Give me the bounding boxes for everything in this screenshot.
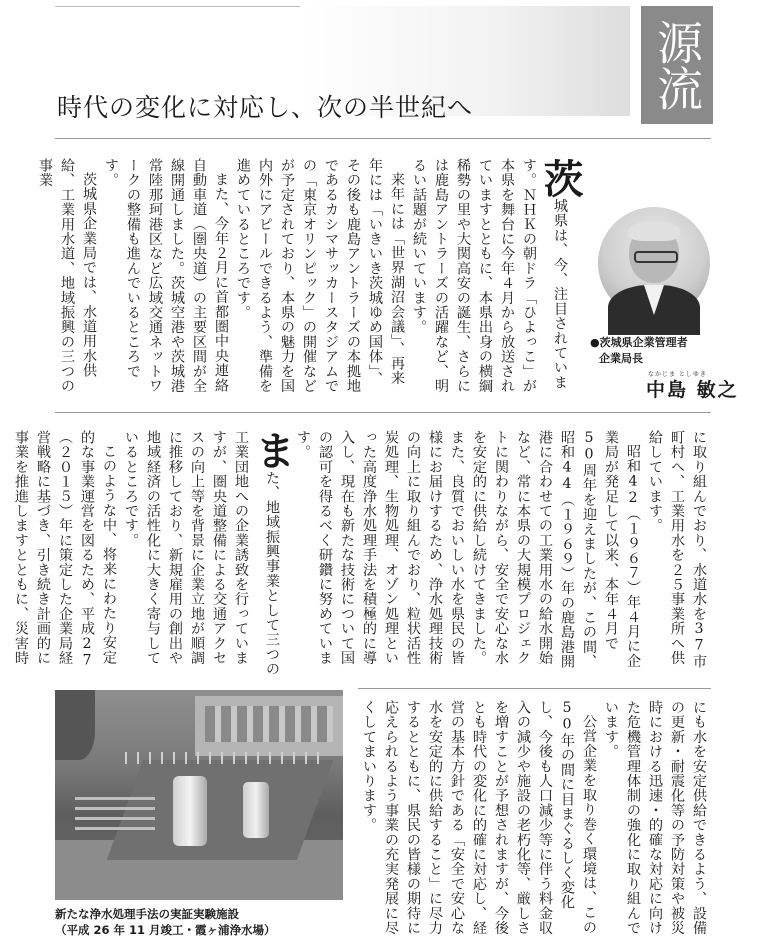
paragraph-7: また、地域振興事業として三つの工業団地への企業誘致を行っていますが、圏央道整備による交通アクセスの向上等を背景に企業立地が順調に推移しており、新規雇用の創出や地域経済の活性化に大きく寄与しているところです。 — [123, 430, 296, 677]
paragraph-6: 昭和42（１９６７）年４月に企業局が発足して以来、本年４月で50周年を迎えましたが、この間、昭和44（１９６９）年の鹿島港開港に合わせての工業用水の給水開始など、常に本県の大規模プロジェクトに関わりながら、安全で安心な水を安定的に供給し続けてきました。また、良質でおいしい水を県民の皆様にお届けするため、浄水処理技術の向上に取り組んでおり、粒状活性炭処理、生物処理、オゾン処理といった高度浄水処理手法を積極的に導入し、現在も新たな技術について国の認可を得るべく研鑽に努めています。 — [295, 430, 641, 669]
photo-caption-line2: （平成 26 年 11 月竣工・霞ヶ浦浄水場） — [55, 923, 276, 937]
facility-photo — [55, 690, 343, 900]
portrait-hair — [628, 221, 680, 241]
profile-org: ●茨城県企業管理者 — [590, 336, 688, 349]
lower-rule — [358, 688, 711, 689]
page-title: 時代の変化に対応し、次の半世紀へ — [57, 93, 474, 122]
paragraph-8: このような中、将来にわたり安定的な事業運営を図るため、平成27（２０１５）年に策定した企業局経営戦略に基づき、引き続き計画的に事業を推進しますとともに、災害時 — [13, 430, 117, 669]
photo-pipes — [75, 790, 155, 830]
paragraph-1: 茨城県は、今、注目されています。ＮＨＫの朝ドラ「ひよっこ」が本県を舞台に今年４月から放送されていますとともに、本県出身の横綱稀勢の里や大関高安の誕生、さらには鹿島アントラーズの活躍など、明るい話題が続いています。 — [411, 158, 584, 394]
dropcap-ibaraki: 茨 — [537, 158, 584, 199]
paragraph-10: 公営企業を取り巻く環境は、この50年の間に目まぐるしく変化し、今後も人口減少等に伴う料金収入の減少や施設の老朽化等、厳しさを増すことが予想されますが、今後とも時代の変化に的確に対応し、経営の基本方針である「安全で安心な水を安定的に供給すること」に尽力するとともに、県民の皆様の期待に応えられるよう事業の充実発展に尽くしてまいります。 — [361, 700, 597, 936]
profile-ruby: なかじま としゆき — [648, 371, 707, 378]
paragraph-5: に取り組んでおり、水道水を37市町村へ、工業用水を２５事業所へ供給しています。 — [647, 430, 707, 669]
profile-role: 企業局長 — [599, 352, 643, 365]
profile-name: 中島 敏之 — [646, 379, 739, 401]
photo-caption-line1: 新たな浄水処理手法の実証実験施設 — [55, 907, 239, 921]
badge-text: 源流 — [650, 19, 704, 111]
portrait-glasses — [634, 251, 678, 263]
article-block-middle — [13, 430, 710, 677]
photo-building-windows — [205, 706, 333, 742]
header-rule — [55, 138, 711, 139]
paragraph-4: 茨城県企業局では、水道用水供給、工業用水道、地域振興の三つの事業 — [37, 158, 97, 394]
photo-tree — [55, 690, 95, 760]
photo-tank-1 — [173, 776, 207, 846]
dropcap-ma: ま — [249, 430, 296, 471]
paragraph-3: また、今年２月に首都圏中央連絡自動車道（圏央道）の主要区間が全線開通しました。茨城空港や茨城港常陸那珂港区など広域交通ネットワークの整備も進んでいるところです。 — [103, 158, 229, 394]
photo-railing — [125, 752, 325, 764]
article-block-bottom — [360, 700, 710, 936]
paragraph-2: 来年には「世界湖沼会議」、再来年には「いきいき茨城ゆめ国体」、その後も鹿島アントラーズの本拠地であるカシマサッカースタジアムでの「東京オリンピック」の開催などが予定されており、本県の魅力を国内外にアピールできるよう、準備を進めているところです。 — [235, 158, 405, 394]
article-block-top — [37, 158, 584, 400]
middle-rule — [55, 412, 711, 413]
paragraph-9: にも水を安定供給できるよう、設備の更新・耐震化等の予防対策や被災時における迅速・的確な対応に向けた危機管理体制の強化に取り組んでいます。 — [603, 700, 707, 936]
genryu-badge — [641, 6, 713, 124]
portrait-photo — [598, 207, 710, 319]
photo-tank-2 — [243, 782, 269, 838]
